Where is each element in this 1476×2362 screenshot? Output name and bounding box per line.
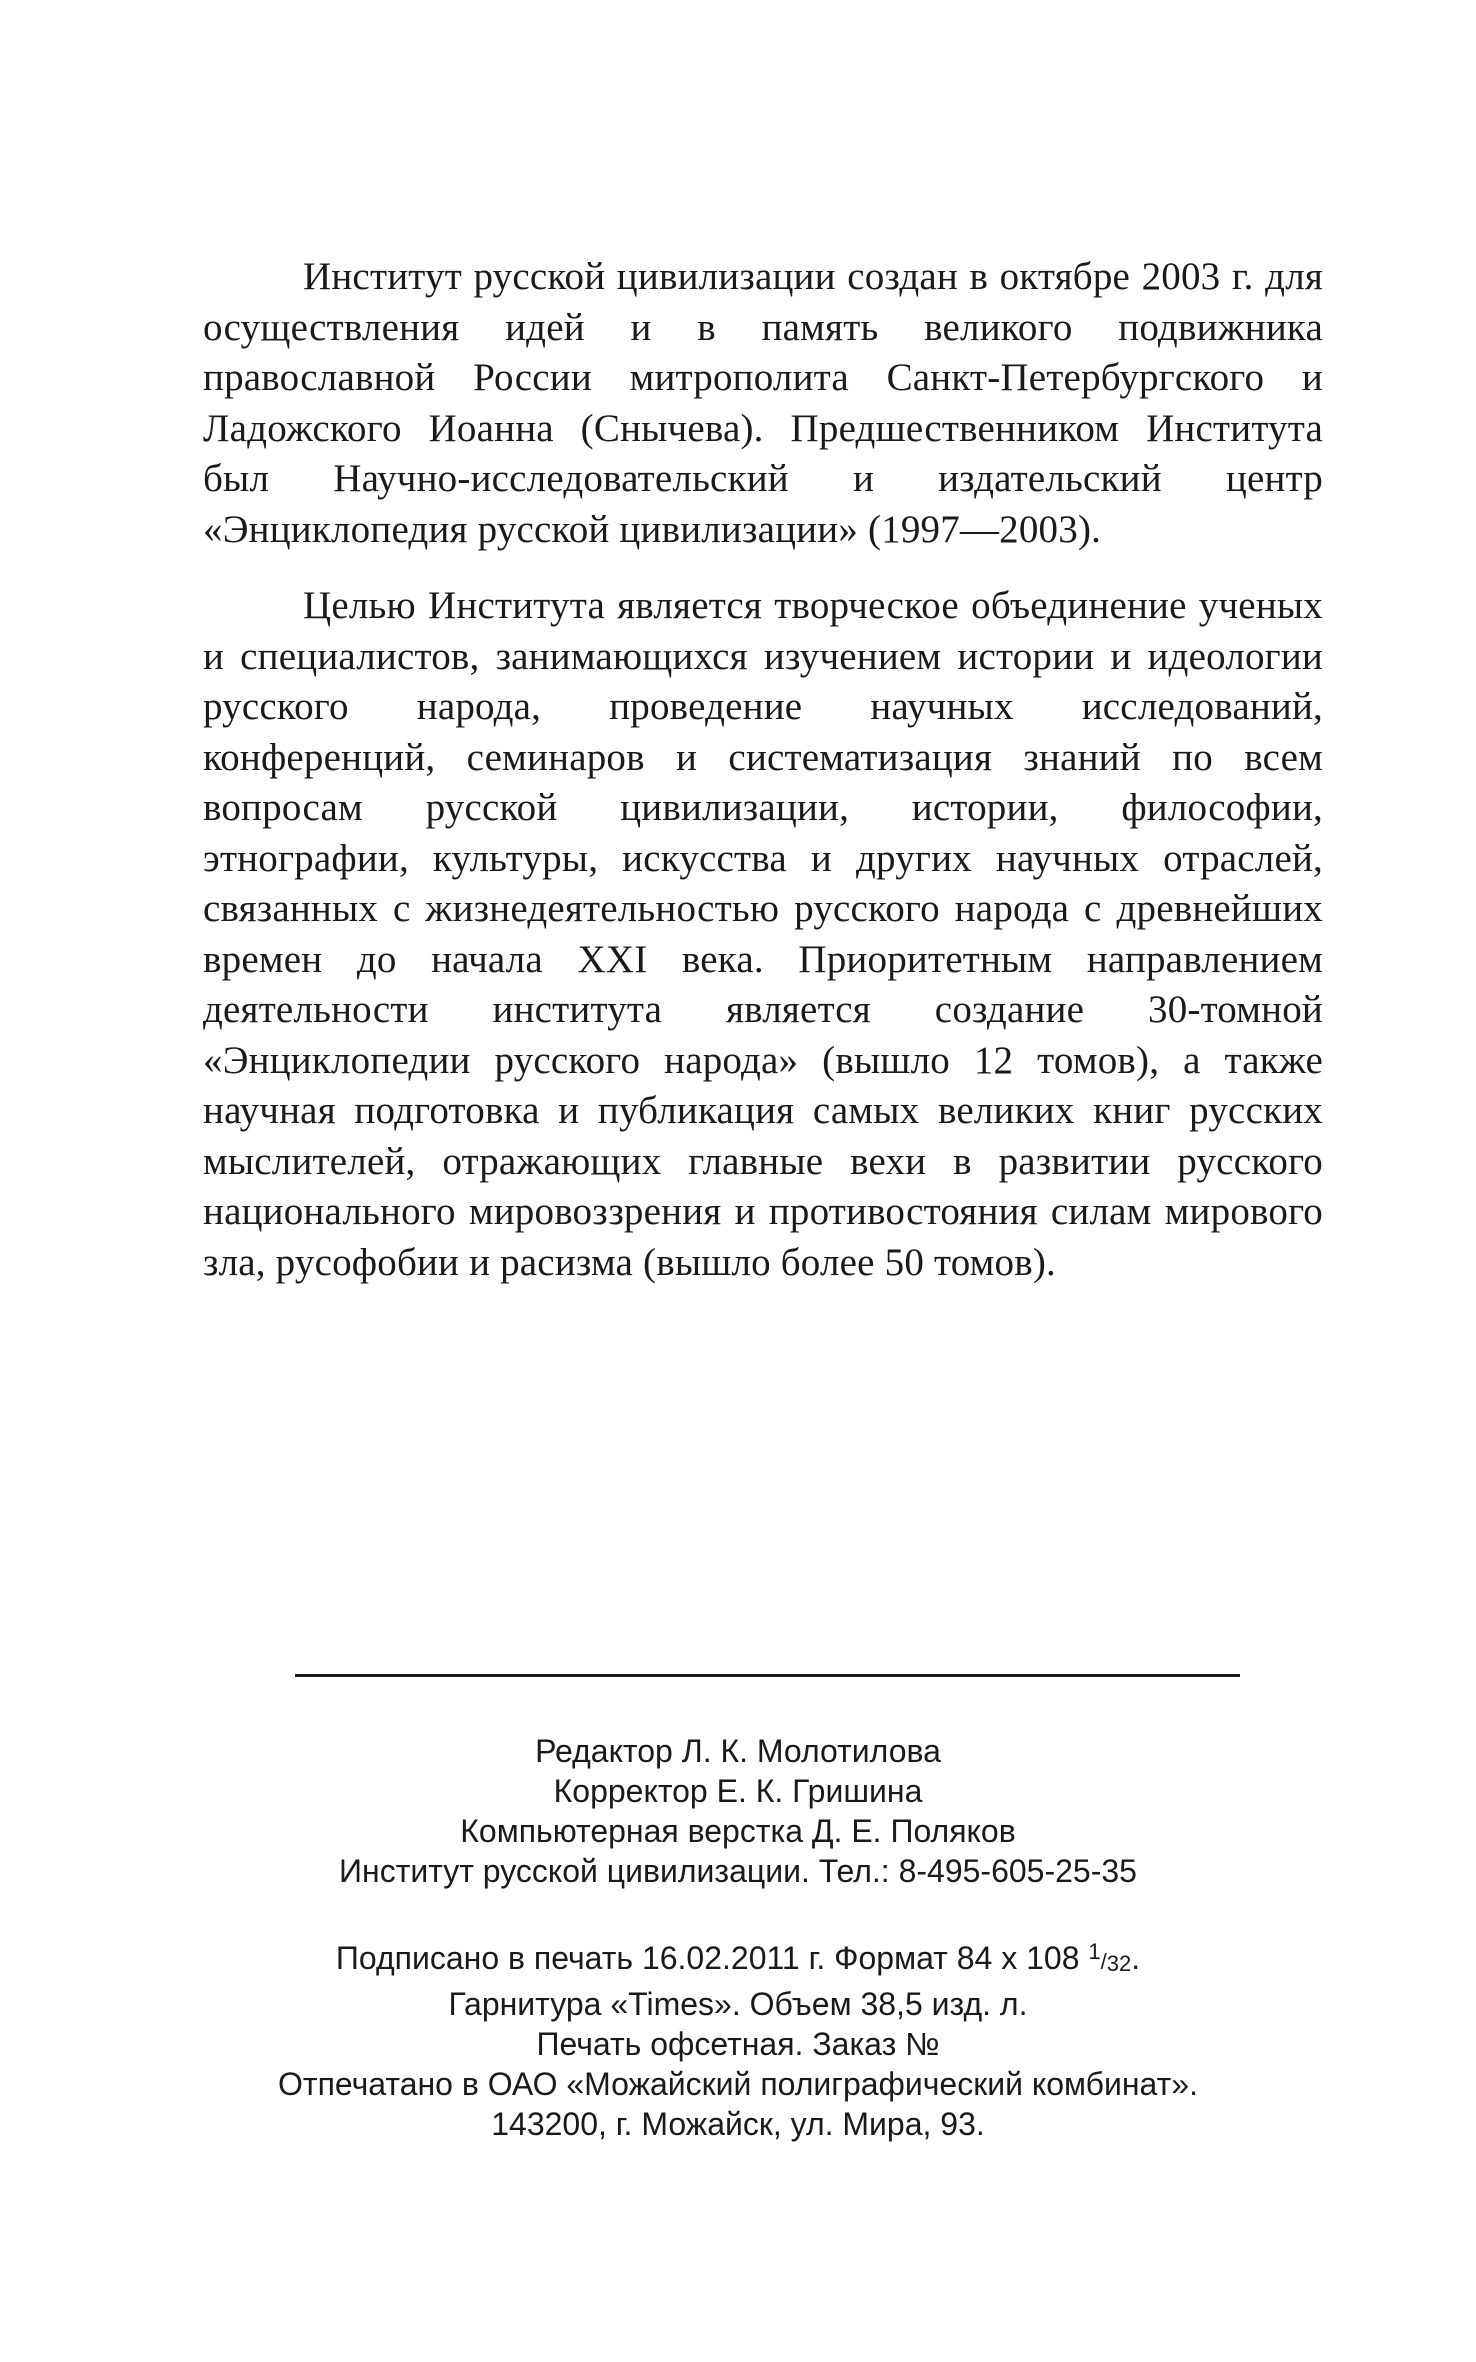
print-info-block <box>0 1932 1476 2144</box>
credits-block <box>0 1731 1476 1891</box>
institute-contact-line: Институт русской цивилизации. Тел.: 8-495-605-25-35 <box>339 1853 1137 1889</box>
format-fraction-separator: / <box>1100 1949 1107 1974</box>
editor-line: Редактор Л. К. Молотилова <box>535 1733 941 1769</box>
institute-goals-paragraph: Целью Института является творческое объединение ученых и специалистов, занимающихся изучением истории и идеологии русского народа, проведение научных исследований, конференций, семинаров и систематизация знаний по всем вопросам русской цивилизации, истории, философии, этнографии, культуры, искусства и других научных отраслей, связанных с жизнедеятельностью русского народа с древнейших времен до начала XXI века. Приоритетным направлением деятельности института является создание 30-томной «Энциклопедии русского народа» (вышло 12 томов), а также научная подготовка и публикация самых великих книг русских мыслителей, отражающих главные вехи в развитии русского национального мировоззрения и противостояния силам мирового зла, русофобии и расизма (вышло более 50 томов). <box>203 584 1323 1284</box>
institute-founding-paragraph: Институт русской цивилизации создан в октябре 2003 г. для осуществления идей и в память великого подвижника православной России митрополита Санкт-Петербургского и Ладожского Иоанна (Снычева). Предшественником Института был Научно-исследовательский и издательский центр «Энциклопедия русской цивилизации» (1997—2003). <box>203 255 1323 551</box>
format-fraction-numerator: 1 <box>1088 1939 1101 1964</box>
typeface-volume-line: Гарнитура «Times». Объем 38,5 изд. л. <box>448 1986 1028 2022</box>
layout-line: Компьютерная верстка Д. Е. Поляков <box>460 1813 1016 1849</box>
printing-order-line: Печать офсетная. Заказ № <box>536 2026 940 2062</box>
signed-format-line <box>0 1932 1476 1984</box>
format-end: . <box>1131 1940 1141 1976</box>
address-line: 143200, г. Можайск, ул. Мира, 93. <box>491 2106 985 2142</box>
printed-at-line: Отпечатано в ОАО «Можайский полиграфический комбинат». <box>278 2066 1198 2102</box>
imprint-divider <box>295 1674 1240 1677</box>
format-fraction-denominator: 32 <box>1106 1951 1132 1976</box>
proofreader-line: Корректор Е. К. Гришина <box>553 1773 923 1809</box>
format-fraction <box>1088 1939 1132 1976</box>
main-text <box>203 252 1323 1288</box>
signed-text: Подписано в печать 16.02.2011 г. Формат 84 x 108 <box>335 1940 1089 1976</box>
